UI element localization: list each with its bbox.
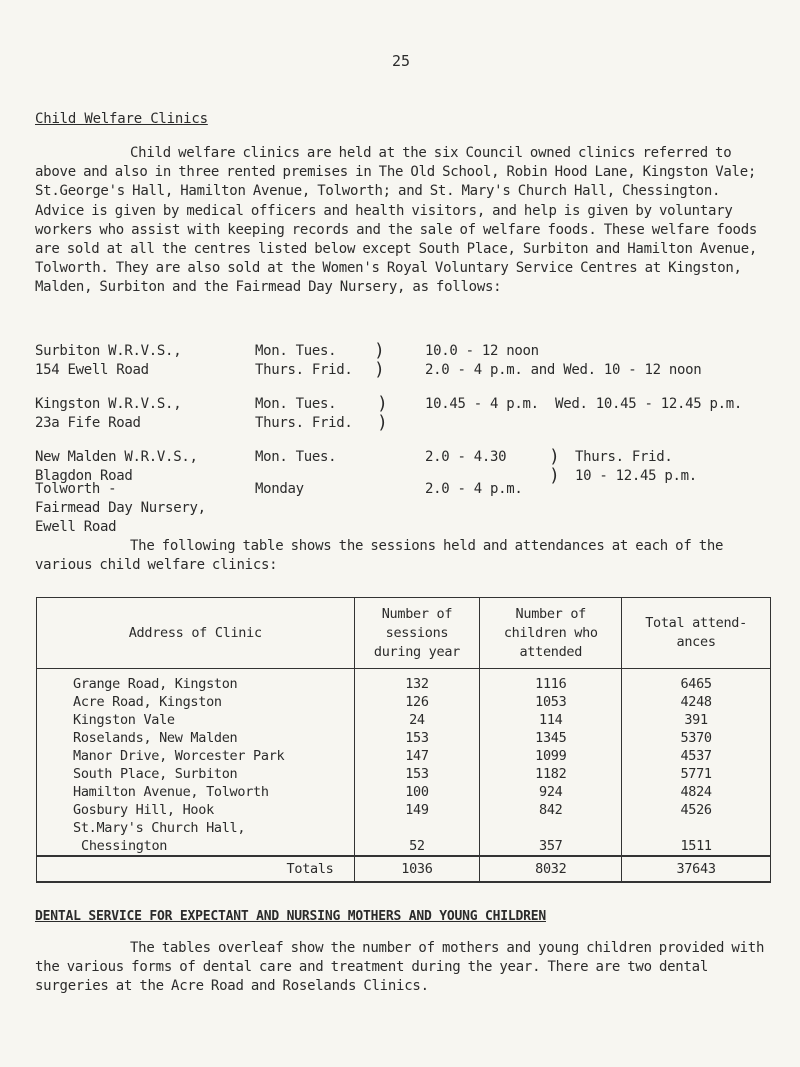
table-row	[37, 711, 771, 729]
schedule-days: Mon. Tues.	[255, 449, 337, 465]
total-children: 8032	[480, 856, 622, 882]
column-header: Number of sessions during year	[354, 598, 480, 669]
child-welfare-paragraph: Child welfare clinics are held at the six Council owned clinics referred to above and also in three rented premises in The Old School, Robin Hood Lane, Kingston Vale; St.George's Hall, Hamilton Avenue, Tolworth; and St. Mary's Church Hall, Chessington. Advice is given by medical officers and health visitors, and help is given by voluntary workers who assist with keeping records and the sale of welfare foods. These welfare foods are sold at all the centres listed below except South Place, Surbiton and Hamilton Avenue, Tolworth. They are also sold at the Women's Royal Voluntary Service Centres at Kingston, Malden, Surbiton and the Fairmead Day Nursery, as follows:	[35, 145, 758, 296]
schedule-place: Surbiton W.R.V.S.,	[35, 343, 182, 359]
schedule-place: 23a Fife Road	[35, 415, 141, 431]
clinic-name: Gosbury Hill, Hook	[37, 801, 355, 819]
sessions-cell: 153	[354, 765, 480, 783]
bracket-mark: )	[549, 446, 560, 467]
table-header-row	[37, 598, 771, 669]
sessions-cell: 153	[354, 729, 480, 747]
schedule-time: 10.45 - 4 p.m. Wed. 10.45 - 12.45 p.m.	[425, 396, 743, 412]
children-cell: 924	[480, 783, 622, 801]
sessions-cell: 52	[354, 837, 480, 856]
attendances-cell: 4824	[622, 783, 771, 801]
children-cell: 1182	[480, 765, 622, 783]
clinic-name: Hamilton Avenue, Tolworth	[37, 783, 355, 801]
table-row	[37, 675, 771, 693]
schedule-extra: Thurs. Frid.	[575, 449, 673, 465]
attendances-cell: 4248	[622, 693, 771, 711]
totals-label: Totals	[37, 856, 355, 882]
total-attendances: 37643	[622, 856, 771, 882]
section-title-dental-service: DENTAL SERVICE FOR EXPECTANT AND NURSING MOTHERS AND YOUNG CHILDREN	[35, 909, 546, 924]
bracket-mark: )	[374, 340, 385, 361]
bracket-mark: )	[374, 359, 385, 380]
schedule-place: Fairmead Day Nursery,	[35, 500, 206, 516]
schedule-extra: 10 - 12.45 p.m.	[575, 468, 697, 484]
column-header: Number of children who attended	[480, 598, 622, 669]
attendances-cell: 5370	[622, 729, 771, 747]
table-intro-paragraph: The following table shows the sessions held and attendances at each of the various child welfare clinics:	[35, 538, 724, 574]
clinic-name: Manor Drive, Worcester Park	[37, 747, 355, 765]
children-cell: 1099	[480, 747, 622, 765]
table-row	[37, 837, 771, 856]
table-row	[37, 765, 771, 783]
totals-row	[37, 856, 771, 882]
sessions-cell: 132	[354, 675, 480, 693]
schedule-days: Thurs. Frid.	[255, 415, 353, 431]
total-sessions: 1036	[354, 856, 480, 882]
schedule-days: Mon. Tues.	[255, 343, 337, 359]
table-row	[37, 747, 771, 765]
schedule-place: New Malden W.R.V.S.,	[35, 449, 198, 465]
clinic-name: Chessington	[37, 837, 355, 856]
clinic-name: Acre Road, Kingston	[37, 693, 355, 711]
page-number: 25	[392, 52, 411, 70]
clinic-name: Kingston Vale	[37, 711, 355, 729]
table-row	[37, 819, 771, 837]
bracket-mark: )	[549, 465, 560, 486]
schedule-days: Mon. Tues.	[255, 396, 337, 412]
schedule-time: 10.0 - 12 noon	[425, 343, 539, 359]
column-header: Address of Clinic	[37, 598, 355, 669]
attendances-cell: 391	[622, 711, 771, 729]
children-cell: 357	[480, 837, 622, 856]
clinic-name: Roselands, New Malden	[37, 729, 355, 747]
schedule-place: 154 Ewell Road	[35, 362, 149, 378]
children-cell: 842	[480, 801, 622, 819]
table-row	[37, 783, 771, 801]
column-header: Total attend- ances	[622, 598, 771, 669]
attendances-cell: 1511	[622, 837, 771, 856]
clinic-attendance-table	[36, 597, 771, 883]
children-cell: 1053	[480, 693, 622, 711]
section-title-child-welfare: Child Welfare Clinics	[35, 111, 208, 127]
clinic-name: Grange Road, Kingston	[37, 675, 355, 693]
dental-service-paragraph: The tables overleaf show the number of mothers and young children provided with the various forms of dental care and treatment during the year. There are two dental surgeries at the Acre Road and Roselands Clinics.	[35, 940, 765, 995]
schedule-place: Ewell Road	[35, 519, 117, 535]
sessions-cell: 100	[354, 783, 480, 801]
table-row	[37, 801, 771, 819]
schedule-place: Blagdon Road	[35, 468, 133, 484]
schedule-place: Tolworth -	[35, 481, 117, 497]
sessions-cell: 147	[354, 747, 480, 765]
schedule-days: Thurs. Frid.	[255, 362, 353, 378]
children-cell: 1116	[480, 675, 622, 693]
clinic-name: St.Mary's Church Hall,	[37, 819, 355, 837]
attendances-cell: 4526	[622, 801, 771, 819]
schedule-place: Kingston W.R.V.S.,	[35, 396, 182, 412]
attendances-cell: 5771	[622, 765, 771, 783]
bracket-mark: )	[377, 412, 388, 433]
children-cell: 1345	[480, 729, 622, 747]
sessions-cell: 126	[354, 693, 480, 711]
schedule-time: 2.0 - 4 p.m.	[425, 481, 523, 497]
table-row	[37, 729, 771, 747]
schedule-days: Monday	[255, 481, 304, 497]
clinic-name: South Place, Surbiton	[37, 765, 355, 783]
attendances-cell: 6465	[622, 675, 771, 693]
schedule-time: 2.0 - 4 p.m. and Wed. 10 - 12 noon	[425, 362, 702, 378]
children-cell: 114	[480, 711, 622, 729]
schedule-time: 2.0 - 4.30	[425, 449, 507, 465]
table-row	[37, 693, 771, 711]
attendances-cell: 4537	[622, 747, 771, 765]
sessions-cell: 149	[354, 801, 480, 819]
sessions-cell: 24	[354, 711, 480, 729]
bracket-mark: )	[377, 393, 388, 414]
